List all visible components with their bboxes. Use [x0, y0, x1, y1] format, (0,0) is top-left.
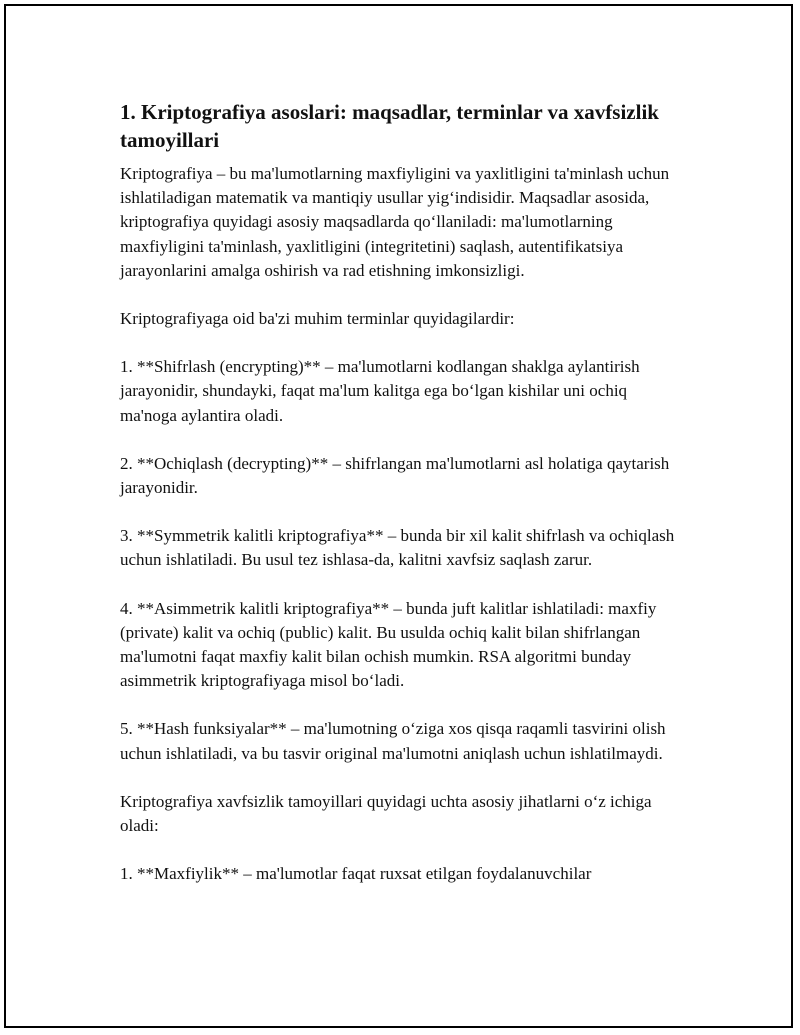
terms-intro-paragraph: Kriptografiyaga oid ba'zi muhim terminlar quyidagilardir: [120, 309, 515, 329]
document-body [120, 98, 680, 886]
principle-item-confidentiality: 1. **Maxfiylik** – ma'lumotlar faqat ruxsat etilgan foydalanuvchilar [120, 864, 592, 884]
term-item-decrypting: 2. **Ochiqlash (decrypting)** – shifrlangan ma'lumotlarni asl holatiga qaytarish jarayonidir. [120, 453, 670, 498]
section-heading: 1. Kriptografiya asoslari: maqsadlar, terminlar va xavfsizlik tamoyillari [120, 100, 659, 152]
principles-intro-paragraph: Kriptografiya xavfsizlik tamoyillari quyidagi uchta asosiy jihatlarni o‘z ichiga oladi: [120, 791, 652, 836]
term-item-encrypting: 1. **Shifrlash (encrypting)** – ma'lumotlarni kodlangan shaklga aylantirish jarayonidir, shundayki, faqat ma'lum kalitga ega bo‘lgan kishilar uni ochiq ma'noga aylantira oladi. [120, 357, 640, 425]
term-item-symmetric: 3. **Symmetrik kalitli kriptografiya** – bunda bir xil kalit shifrlash va ochiqlash uchun ishlatiladi. Bu usul tez ishlasa-da, kalitni xavfsiz saqlash zarur. [120, 526, 675, 570]
term-item-asymmetric: 4. **Asimmetrik kalitli kriptografiya** – bunda juft kalitlar ishlatiladi: maxfiy (private) kalit va ochiq (public) kalit. Bu usulda ochiq kalit bilan shifrlangan ma'lumotni faqat maxfiy kalit bilan ochish mumkin. RSA algoritmi bunday asimmetrik kriptografiyaga misol bo‘ladi. [120, 598, 657, 691]
document-page [4, 4, 793, 1028]
term-item-hash: 5. **Hash funksiyalar** – ma'lumotning o‘ziga xos qisqa raqamli tasvirini olish uchun ishlatiladi, va bu tasvir original ma'lumotni aniqlash uchun ishlatilmaydi. [120, 719, 666, 763]
intro-paragraph: Kriptografiya – bu ma'lumotlarning maxfiyligini va yaxlitligini ta'minlash uchun ishlatiladigan matematik va mantiqiy usullar yig‘indisidir. Maqsadlar asosida, kriptografiya quyidagi asosiy maqsadlarda qo‘llaniladi: ma'lumotlarning maxfiyligini ta'minlash, yaxlitligini (integritetini) saqlash, autentifikatsiya jarayonlarini amalga oshirish va rad etishning imkonsizligi. [120, 164, 670, 280]
